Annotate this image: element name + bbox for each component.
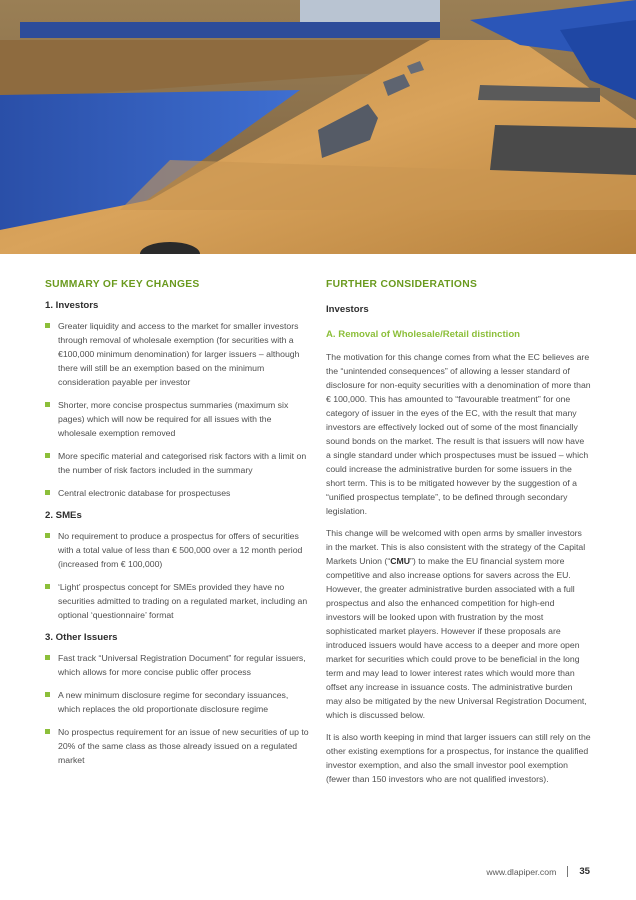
- paragraph-larger-issuers: It is also worth keeping in mind that larger issuers can still rely on the other existing exemptions for a prospectus, for instance the qualified investor exemption, and also the small investor pool exemption (fewer than 150 investors who are not qualified investors).: [326, 732, 591, 784]
- list-item: Greater liquidity and access to the market for smaller investors through removal of wholesale exemption (for securities with a €100,000 minimum denomination) for larger issuers – although there will still be an exemption based on the minimum consideration payable per investor: [45, 319, 310, 389]
- section-heading-investors: 1. Investors: [45, 300, 99, 311]
- bullet-square-icon: [45, 584, 50, 589]
- bullet-square-icon: [45, 729, 50, 734]
- summary-title: SUMMARY OF KEY CHANGES: [45, 279, 200, 290]
- paragraph-welcomed: This change will be welcomed with open arms by smaller investors in the market. This is also consistent with the strategy of the Capital Markets Union (“CMU”) to make the EU financial system more competitive and also increase options for savers across the EU. However, the greater administrative burden associated with a full prospectus and also the enhanced competition for high-end investors will be looked upon with frustration by the most sophisticated market players. However if these proposals are introduced issuers would have access to a deeper and more open market for securities which could prove to be beneficial in the long term and may lead to lower interest rates which would more than offset any increase in issuance costs. The administrative burden may also be mitigated by the new Universal Registration Document, which is discussed below.: [326, 528, 587, 720]
- list-item: ‘Light’ prospectus concept for SMEs provided they have no securities admitted to trading on a regulated market, including an optional ‘questionnaire’ format: [45, 580, 310, 622]
- section-heading-other-issuers: 3. Other Issuers: [45, 632, 118, 643]
- header-photo-conference-room: [0, 0, 636, 254]
- list-item: Shorter, more concise prospectus summaries (maximum six pages) which will now be required for all issues with the wholesale exemption removed: [45, 398, 310, 440]
- list-item: No requirement to produce a prospectus for offers of securities with a total value of less than € 500,000 over a 12 month period (increased from € 100,000): [45, 529, 310, 571]
- list-item: Central electronic database for prospectuses: [45, 486, 310, 500]
- section-heading-smes: 2. SMEs: [45, 510, 82, 521]
- list-item: A new minimum disclosure regime for secondary issuances, which replaces the old proportionate disclosure regime: [45, 688, 310, 716]
- left-column: [45, 279, 310, 777]
- smes-list: [45, 529, 310, 622]
- bullet-square-icon: [45, 323, 50, 328]
- right-column: [326, 279, 591, 794]
- footer-url: www.dlapiper.com: [486, 866, 557, 877]
- list-item: Fast track “Universal Registration Document” for regular issuers, which allows for more concise public offer process: [45, 651, 310, 679]
- bullet-square-icon: [45, 533, 50, 538]
- other-issuers-list: [45, 651, 310, 767]
- bullet-square-icon: [45, 692, 50, 697]
- list-item: More specific material and categorised risk factors with a limit on the number of risk factors included in the summary: [45, 449, 310, 477]
- footer-divider: [567, 866, 568, 877]
- further-considerations-title: FURTHER CONSIDERATIONS: [326, 279, 478, 290]
- bullet-square-icon: [45, 490, 50, 495]
- page-number: 35: [579, 866, 590, 877]
- bullet-square-icon: [45, 453, 50, 458]
- bullet-square-icon: [45, 402, 50, 407]
- list-item: No prospectus requirement for an issue of new securities of up to 20% of the same class as those already issued on a regulated market: [45, 725, 310, 767]
- cmu-abbreviation: CMU: [390, 556, 411, 566]
- removal-distinction-heading: A. Removal of Wholesale/Retail distinction: [326, 329, 521, 340]
- page-footer: [486, 866, 590, 877]
- bullet-square-icon: [45, 655, 50, 660]
- investors-subheading: Investors: [326, 304, 369, 315]
- paragraph-motivation: The motivation for this change comes from what the EC believes are the “unintended consequences” of allowing a lesser standard of disclosure for non-equity securities with a denomination of more than € 100,000. This has amounted to “favourable treatment” for one category of issuer in the eyes of the EC, with the result that many investors are effectively locked out of some of the most financially sound bonds on the market. The result is that issuers will now have a single standard under which prospectuses must be issued – which could increase the administrative burden for some issuers in the short term. This is to be mitigated however by the suggestion of a “unified prospectus template”, to be defined through secondary legislation.: [326, 352, 591, 516]
- investors-list: [45, 319, 310, 500]
